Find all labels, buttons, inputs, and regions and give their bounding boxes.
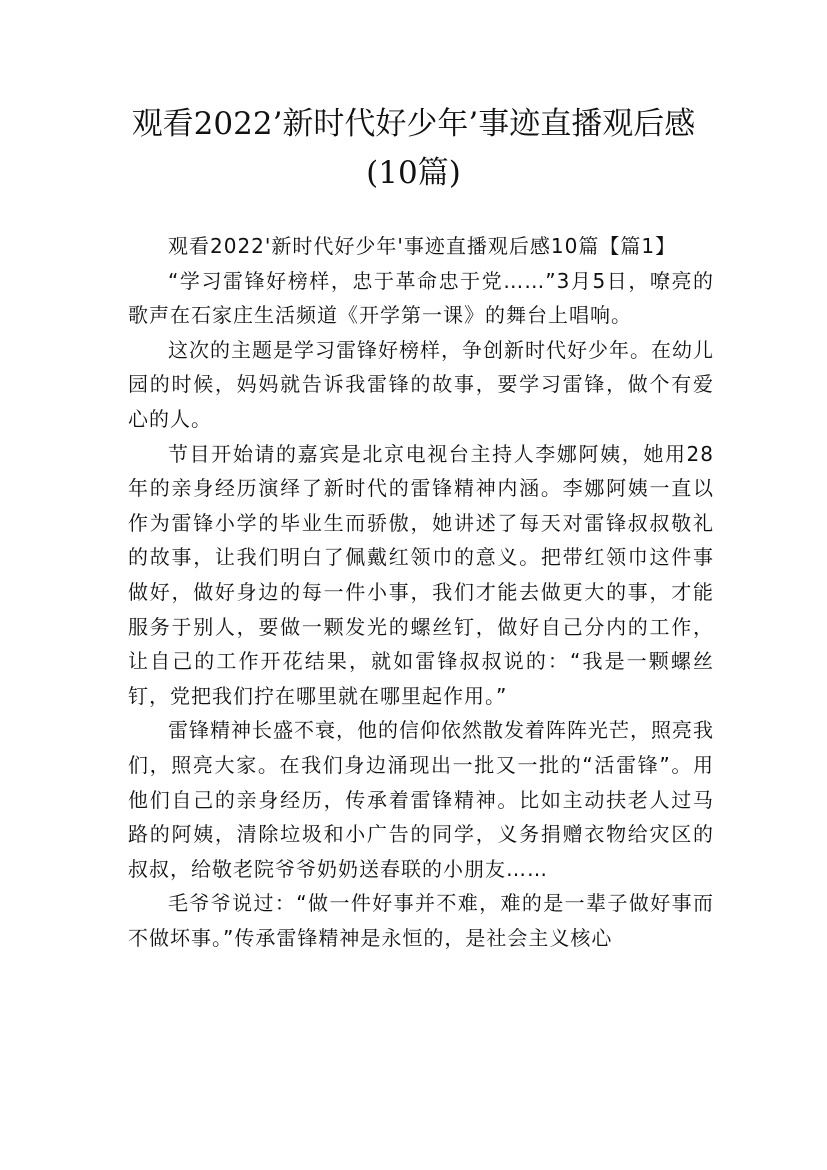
title-line-2: (10篇) <box>366 155 461 191</box>
body-paragraph: 毛爷爷说过：“做一件好事并不难，难的是一辈子做好事而不做坏事。”传承雷锋精神是永恒的，是社会主义核心 <box>128 891 714 950</box>
body-paragraph: “学习雷锋好榜样，忠于革命忠于党……”3月5日，嘹亮的歌声在石家庄生活频道《开学第一课》的舞台上唱响。 <box>128 268 714 328</box>
section-heading-paragraph: 观看2022'新时代好少年'事迹直播观后感10篇【篇1】 <box>168 234 677 258</box>
document-body <box>128 229 714 955</box>
body-paragraph: 这次的主题是学习雷锋好榜样，争创新时代好少年。在幼儿园的时候，妈妈就告诉我雷锋的故事，要学习雷锋，做个有爱心的人。 <box>128 337 714 431</box>
body-paragraph: 雷锋精神长盛不衰，他的信仰依然散发着阵阵光芒，照亮我们，照亮大家。在我们身边涌现出一批又一批的“活雷锋”。用他们自己的亲身经历，传承着雷锋精神。比如主动扶老人过马路的阿姨，清除垃圾和小广告的同学，义务捐赠衣物给灾区的叔叔，给敬老院爷爷奶奶送春联的小朋友…… <box>128 718 714 881</box>
document-title <box>110 100 717 198</box>
body-paragraph: 节目开始请的嘉宾是北京电视台主持人李娜阿姨，她用28年的亲身经历演绎了新时代的雷锋精神内涵。李娜阿姨一直以作为雷锋小学的毕业生而骄傲，她讲述了每天对雷锋叔叔敬礼的故事，让我们明白了佩戴红领巾的意义。把带红领巾这件事做好，做好身边的每一件小事，我们才能去做更大的事，才能服务于别人，要做一颗发光的螺丝钉，做好自己分内的工作，让自己的工作开花结果，就如雷锋叔叔说的：“我是一颗螺丝钉，党把我们拧在哪里就在哪里起作用。” <box>128 441 714 708</box>
title-line-1: 观看2022’新时代好少年’事迹直播观后感 <box>131 106 696 142</box>
